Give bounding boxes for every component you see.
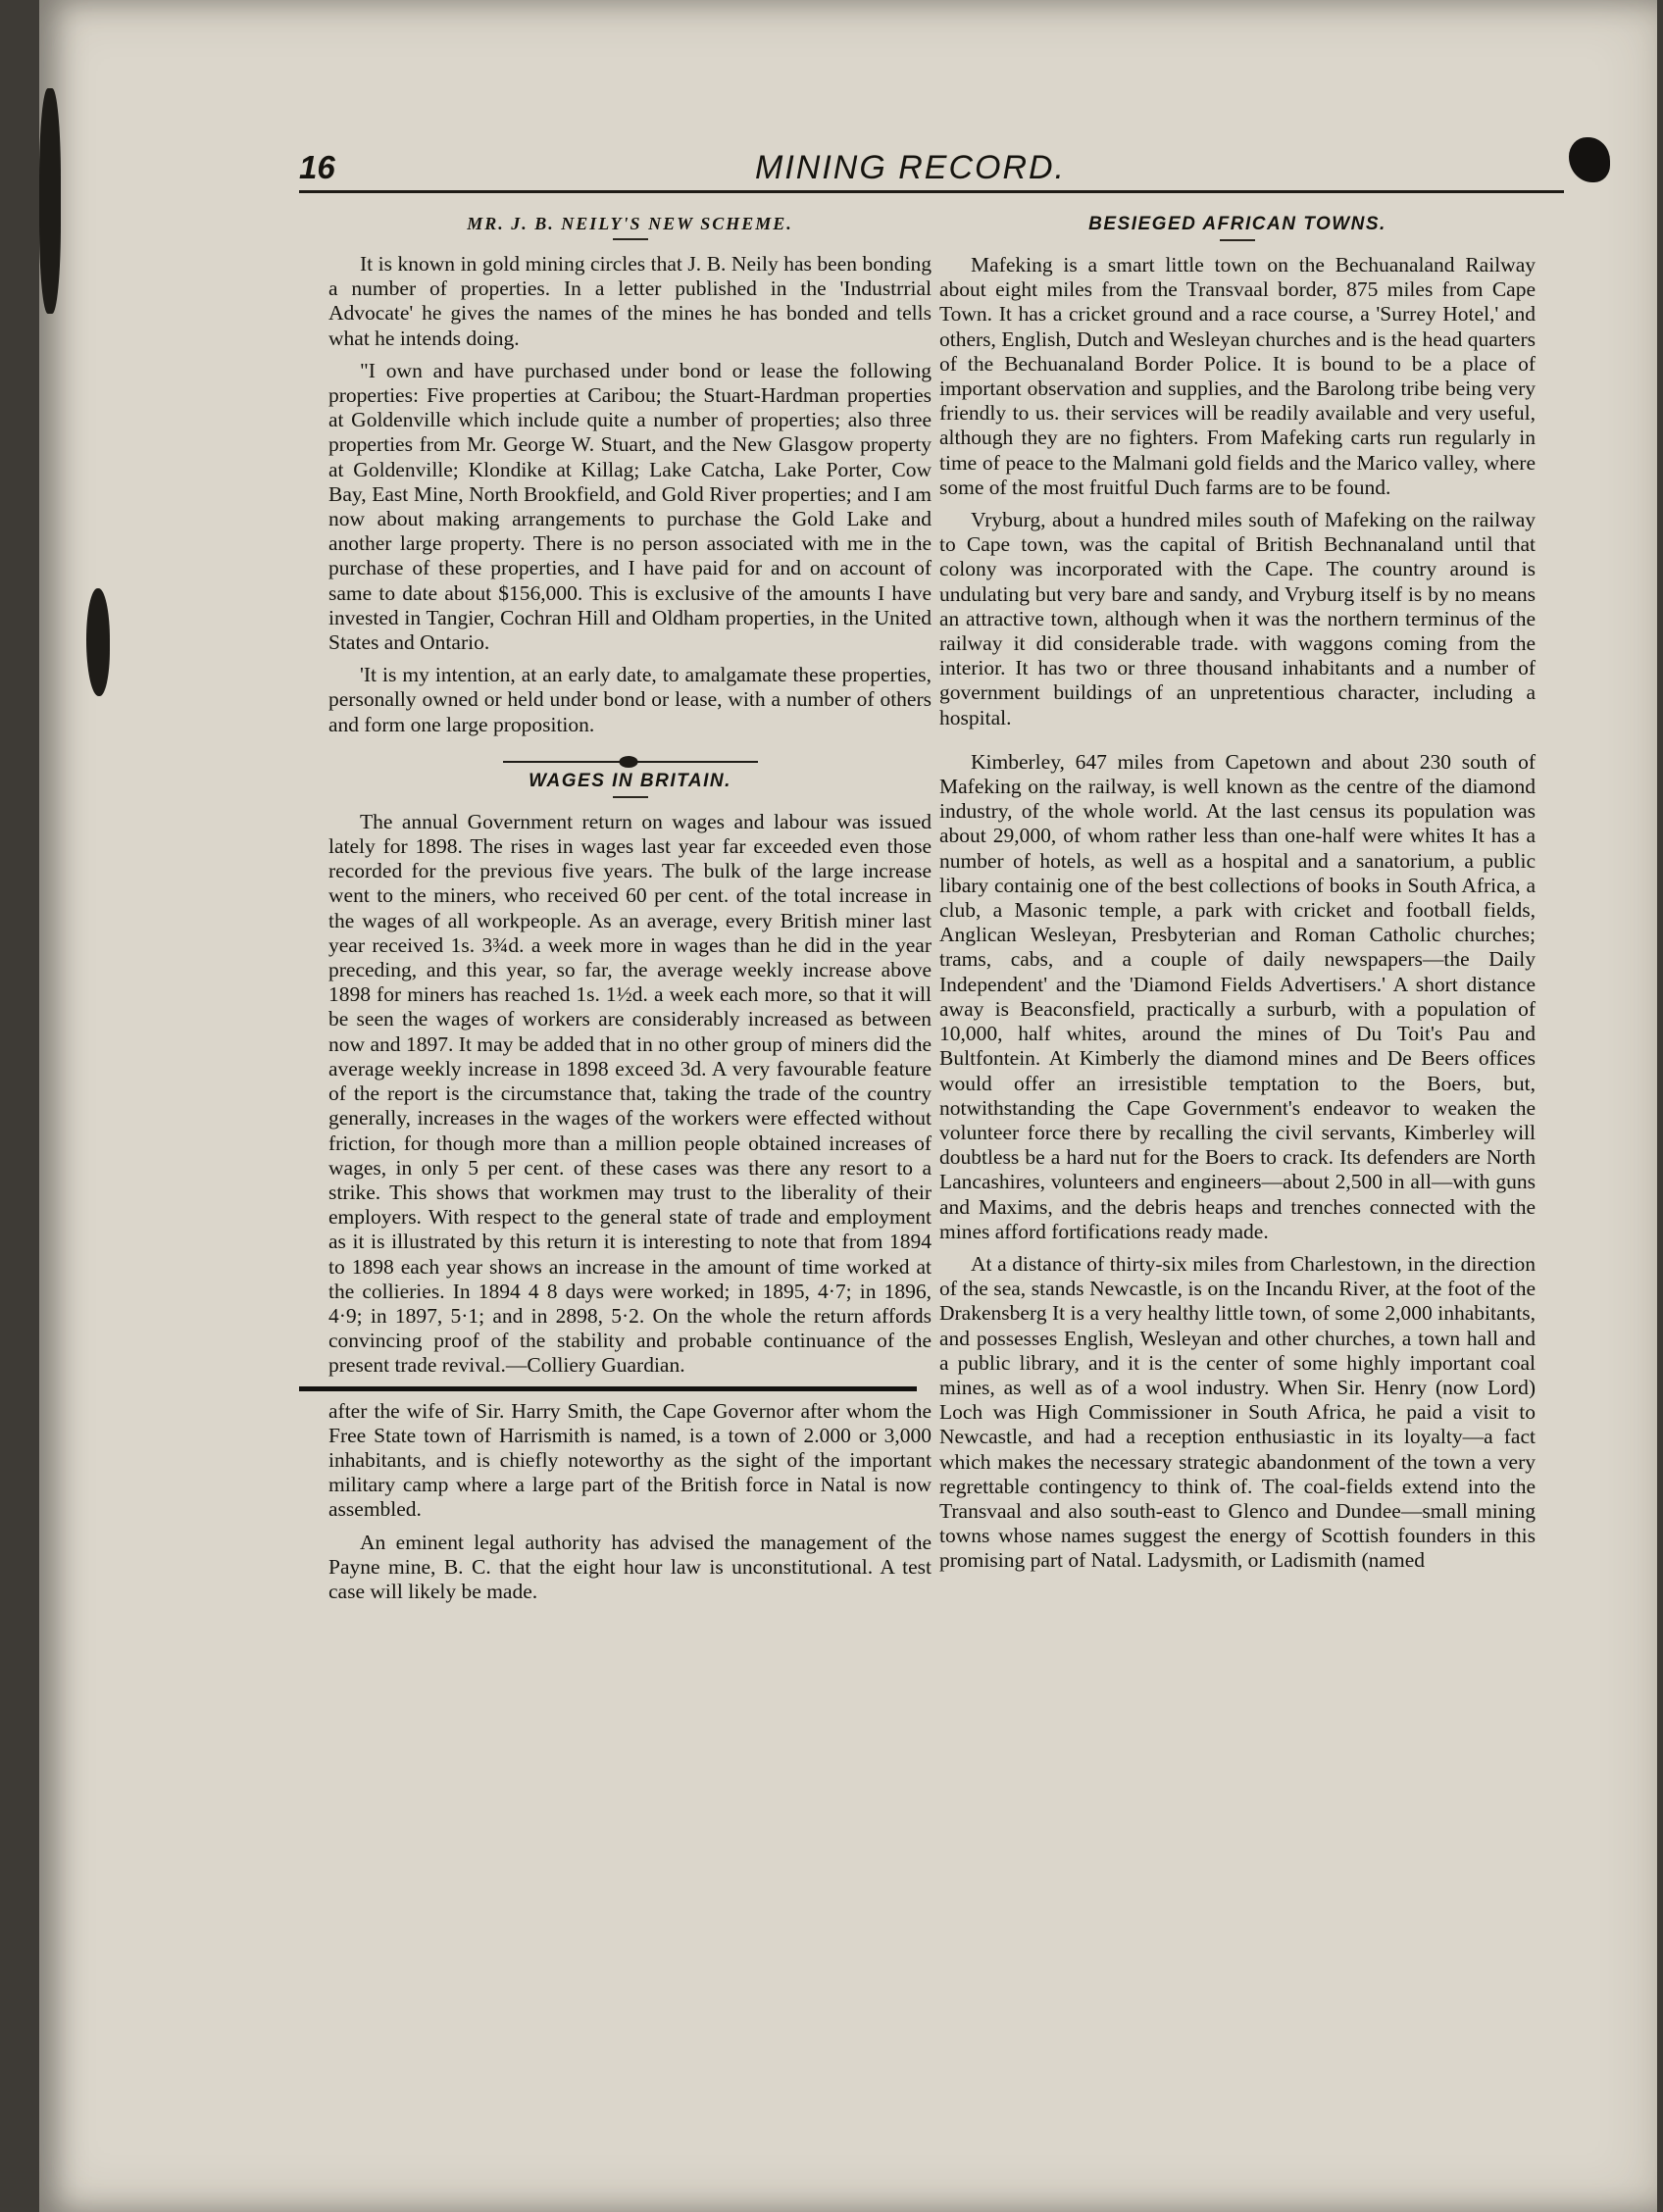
title-underline — [613, 796, 648, 798]
header-rule — [299, 190, 1564, 193]
article-paragraph: The annual Government return on wages and labour was issued lately for 1898. The rises in wages last year far exceeded even those recorded for the previous five years. The bulk of the large increase went to the miners, who received 60 per cent. of the total increase in the wages of all workpeople. As an average, every British miner last year received 1s. 3¾d. a week more in wages than he did in the year preceding, and this year, so far, the average weekly increase above 1898 for miners has reached 1s. 1½d. a week each more, so that it will be seen the wages of workers are considerably increased as between now and 1897. It may be added that in no other group of miners did the average weekly increase in 1898 exceed 3d. A very favourable feature of the report is the circumstance that, taking the trade of the country generally, increases in the wages of the workers were effected without friction, for though more than a million people obtained increases of wages, in only 5 per cent. of these cases was there any resort to a strike. This shows that workmen may trust to the liberality of their employers. With respect to the general state of trade and employment as it is illustrated by this return it is interesting to note that from 1894 to 1898 each year shows an increase in the amount of time worked at the collieries. In 1894 4 8 days were worked; in 1895, 4·7; in 1896, 4·9; in 1897, 5·1; and in 2898, 5·2. On the whole the return affords convincing proof of the stability and probable continuance of the present trade revival.—Colliery Guardian. — [328, 809, 932, 1378]
article-paragraph: Kimberley, 647 miles from Capetown and about 230 south of Mafeking on the railway, is well known as the centre of the diamond industry, of the whole world. At the last census its population was about 29,000, of whom rather less than one-half were whites It has a number of hotels, as well as a hospital and a sanatorium, a public libary containig one of the best collections of books in South Africa, a club, a Masonic temple, a park with cricket and football fields, Anglican Wesleyan, Presbyterian and Roman Catholic churches; trams, cabs, and a couple of daily newspapers—the Daily Independent' and the 'Diamond Fields Advertisers.' A short distance away is Beaconsfield, practically a surburb, with a population of 10,000, half whites, around the mines of Du Toit's Pau and Bultfontein. At Kimberly the diamond mines and De Beers offices would offer an irresistible temptation to the Boers, but, notwithstanding the Cape Government's endeavor to weaken the volunteer force there by recalling the civil servants, Kimberley will doubtless be a hard nut for the Boers to crack. Its defenders are North Lancashires, volunteers and engineers—about 2,500 in all—with guns and Maxims, and the debris heaps and trenches connected with the mines afford fortifications ready made. — [939, 749, 1536, 1243]
article-paragraph: Mafeking is a smart little town on the Bechuanaland Railway about eight miles from the Transvaal border, 875 miles from Cape Town. It has a cricket ground and a race course, a 'Surrey Hotel,' and others, English, Dutch and Wesleyan churches and is the head quarters of the Bechuanaland Border Police. It is bound to be a place of important observation and supplies, and the Barolong tribe being very friendly to us. their services will be readily available and very useful, although they are no fighters. From Mafeking carts run regularly in time of peace to the Malmani gold fields and the Marico valley, where some of the most fruitful Duch farms are to be found. — [939, 253, 1536, 499]
ink-blot-top-right — [1569, 137, 1610, 182]
article-paragraph: At a distance of thirty-six miles from Charlestown, in the direction of the sea, stands Newcastle, is on the Incandu River, at the foot of the Drakensberg It is a very healthy little town, of some 2,000 inhabitants, and possesses English, Wesleyan and other churches, a town hall and a public library, and it is the center of some highly important coal mines, as well as of a wool industry. When Sir. Henry (now Lord) Loch was High Commissioner in South Africa, he paid a visit to Newcastle, and had a reception enthusiastic in its loyalty—a fact which makes the necessary strategic abandonment of the town a very regrettable contingency to think of. The coal-fields extend into the Transvaal and also south-east to Glenco and Dundee—small mining towns whose names suggest the energy of Scottish founders in this promising part of Natal. Ladysmith, or Ladismith (named — [939, 1251, 1536, 1573]
article-paragraph: It is known in gold mining circles that J. B. Neily has been bonding a number of properties. In a letter published in the 'Industrrial Advocate' he gives the names of the mines he has bonded and tells what he intends doing. — [328, 252, 932, 350]
article-paragraph: 'It is my intention, at an early date, to amalgamate these properties, personally owned or held under bond or lease, with a number of others and form one large proposition. — [328, 663, 932, 736]
left-edge-blot — [86, 588, 110, 696]
article-paragraph: "I own and have purchased under bond or lease the following properties: Five properties at Caribou; the Stuart-Hardman properties at Goldenville which include quite a number of properties; also three properties from Mr. George W. Stuart, and the New Glasgow property at Goldenville; Klondike at Killag; Lake Catcha, Lake Porter, Cow Bay, East Mine, North Brookfield, and Gold River properties; and I am now about making arrangements to purchase the Gold Lake and another large property. There is no person associated with me in the purchase of these properties, and I have paid for and on account of same to date about $156,000. This is exclusive of the amounts I have invested in Tangier, Cochran Hill and Oldham properties, in the United States and Ontario. — [328, 358, 932, 655]
left-column — [328, 214, 932, 1612]
page-header — [299, 145, 1564, 194]
ornament-dot — [619, 756, 637, 768]
news-brief-paragraph: An eminent legal authority has advised the management of the Payne mine, B. C. that the eight hour law is unconstitutional. A test case will likely be made. — [328, 1530, 932, 1603]
title-underline — [1220, 239, 1255, 241]
section-divider — [299, 1386, 917, 1391]
masthead-title: MINING RECORD. — [755, 149, 1066, 186]
title-underline — [613, 238, 648, 240]
page-number: 16 — [299, 149, 335, 185]
article-paragraph: Vryburg, about a hundred miles south of Mafeking on the railway to Cape town, was the capital of British Bechnanaland until that colony was incorporated with the Cape. The country around is undulating but very bare and sandy, and Vryburg itself is by no means an attractive town, although when it was the northern terminus of the railway it did considerable trade. with waggons coming from the interior. It has two or three thousand inhabitants and a number of government buildings of an unpretentious character, including a hospital. — [939, 508, 1536, 729]
article-title-besieged: BESIEGED AFRICAN TOWNS. — [1088, 214, 1386, 234]
right-column — [939, 214, 1536, 1582]
continued-paragraph: after the wife of Sir. Harry Smith, the Cape Governor after whom the Free State town of Harrismith is named, is a town of 2.000 or 3,000 inhabitants, and is chiefly noteworthy as the sight of the important military camp where a large part of the British force in Natal is now assembled. — [328, 1398, 932, 1522]
ornament-divider — [503, 761, 758, 763]
left-edge-stain — [39, 88, 61, 314]
article-title-wages: WAGES IN BRITAIN. — [529, 770, 731, 791]
article-title-neily: MR. J. B. NEILY'S NEW SCHEME. — [467, 214, 793, 233]
